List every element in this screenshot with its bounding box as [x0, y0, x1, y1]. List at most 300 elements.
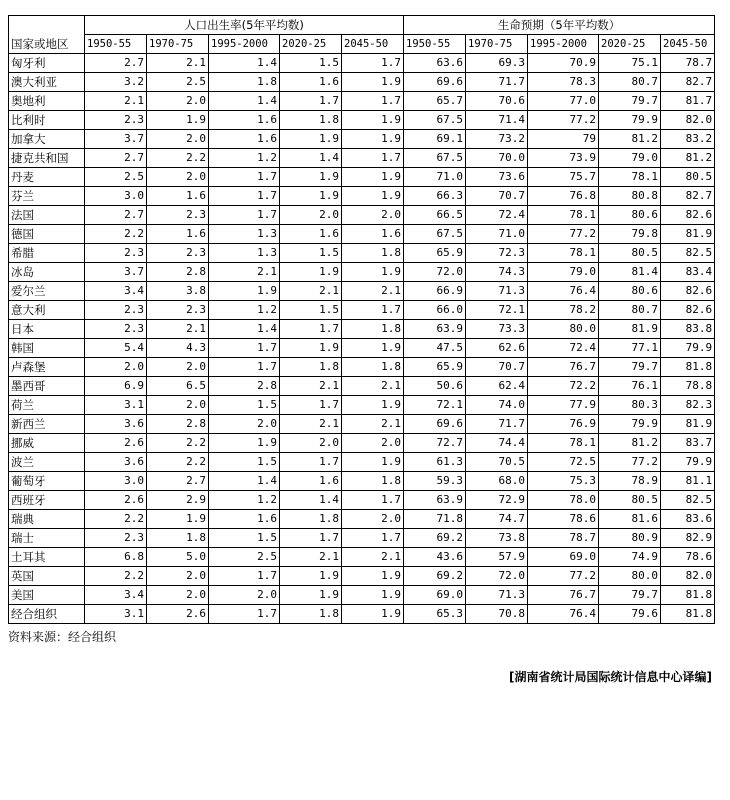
birth-rate-cell: 2.5	[147, 73, 209, 92]
country-name-cell: 韩国	[9, 339, 85, 358]
life-expectancy-cell: 71.7	[466, 73, 528, 92]
life-expectancy-cell: 79.7	[599, 92, 661, 111]
life-expectancy-cell: 79.0	[528, 263, 599, 282]
life-expectancy-cell: 72.0	[466, 567, 528, 586]
country-name-cell: 法国	[9, 206, 85, 225]
country-name-cell: 卢森堡	[9, 358, 85, 377]
life-expectancy-cell: 76.7	[528, 586, 599, 605]
country-name-cell: 澳大利亚	[9, 73, 85, 92]
life-expectancy-cell: 73.3	[466, 320, 528, 339]
life-expectancy-cell: 69.6	[404, 73, 466, 92]
table-row	[9, 434, 715, 453]
credit-note: [湖南省统计局国际统计信息中心译编]	[509, 670, 712, 684]
life-expectancy-cell: 75.7	[528, 168, 599, 187]
birth-rate-cell: 1.7	[280, 453, 342, 472]
birth-rate-cell: 2.0	[342, 510, 404, 529]
life-expectancy-cell: 59.3	[404, 472, 466, 491]
birth-rate-cell: 2.3	[85, 111, 147, 130]
table-row	[9, 320, 715, 339]
table-row	[9, 263, 715, 282]
life-expectancy-cell: 65.3	[404, 605, 466, 624]
life-expectancy-cell: 74.4	[466, 434, 528, 453]
year-header: 1950-55	[85, 35, 147, 54]
country-name-cell: 墨西哥	[9, 377, 85, 396]
birth-rate-cell: 2.0	[147, 168, 209, 187]
life-expectancy-cell: 72.9	[466, 491, 528, 510]
life-expectancy-cell: 71.3	[466, 282, 528, 301]
birth-rate-cell: 1.8	[342, 320, 404, 339]
birth-rate-cell: 1.6	[209, 111, 280, 130]
birth-rate-cell: 1.5	[280, 301, 342, 320]
life-expectancy-cell: 73.2	[466, 130, 528, 149]
year-header: 1995-2000	[528, 35, 599, 54]
country-name-cell: 匈牙利	[9, 54, 85, 73]
country-name-cell: 葡萄牙	[9, 472, 85, 491]
birth-rate-cell: 2.0	[147, 358, 209, 377]
life-expectancy-cell: 79.7	[599, 358, 661, 377]
birth-rate-cell: 1.5	[280, 54, 342, 73]
birth-rate-cell: 1.9	[342, 73, 404, 92]
birth-rate-cell: 1.9	[342, 339, 404, 358]
birth-rate-group-header: 人口出生率(5年平均数)	[85, 16, 404, 35]
birth-rate-cell: 2.0	[280, 206, 342, 225]
birth-rate-cell: 2.8	[147, 263, 209, 282]
life-expectancy-cell: 62.6	[466, 339, 528, 358]
life-expectancy-cell: 72.5	[528, 453, 599, 472]
birth-rate-cell: 3.7	[85, 263, 147, 282]
birth-rate-cell: 1.7	[342, 301, 404, 320]
life-expectancy-cell: 83.6	[661, 510, 715, 529]
birth-rate-cell: 1.9	[342, 453, 404, 472]
birth-rate-cell: 1.7	[209, 187, 280, 206]
life-expectancy-cell: 70.7	[466, 358, 528, 377]
country-name-cell: 德国	[9, 225, 85, 244]
life-expectancy-cell: 70.6	[466, 92, 528, 111]
life-expectancy-cell: 82.9	[661, 529, 715, 548]
birth-rate-cell: 2.8	[209, 377, 280, 396]
life-expectancy-cell: 83.4	[661, 263, 715, 282]
birth-rate-cell: 2.7	[85, 54, 147, 73]
birth-rate-cell: 1.6	[280, 472, 342, 491]
country-name-cell: 捷克共和国	[9, 149, 85, 168]
life-expectancy-cell: 47.5	[404, 339, 466, 358]
birth-rate-cell: 1.7	[342, 529, 404, 548]
life-expectancy-cell: 77.2	[528, 567, 599, 586]
life-expectancy-cell: 78.3	[528, 73, 599, 92]
life-expectancy-cell: 69.2	[404, 567, 466, 586]
country-name-cell: 瑞士	[9, 529, 85, 548]
country-name-cell: 挪威	[9, 434, 85, 453]
life-expectancy-cell: 74.7	[466, 510, 528, 529]
birth-rate-cell: 1.6	[147, 187, 209, 206]
birth-rate-cell: 1.4	[209, 320, 280, 339]
life-expectancy-cell: 82.6	[661, 282, 715, 301]
table-body	[9, 54, 715, 624]
table-row	[9, 92, 715, 111]
birth-rate-cell: 2.3	[85, 320, 147, 339]
life-expectancy-cell: 77.2	[528, 225, 599, 244]
birth-rate-cell: 2.2	[147, 149, 209, 168]
life-expectancy-cell: 72.3	[466, 244, 528, 263]
life-expectancy-cell: 81.6	[599, 510, 661, 529]
birth-rate-cell: 2.0	[147, 396, 209, 415]
birth-rate-cell: 2.6	[85, 491, 147, 510]
statistics-table	[8, 15, 715, 624]
birth-rate-cell: 2.1	[280, 415, 342, 434]
year-header: 2045-50	[342, 35, 404, 54]
birth-rate-cell: 1.7	[342, 92, 404, 111]
life-expectancy-cell: 65.9	[404, 244, 466, 263]
birth-rate-cell: 2.9	[147, 491, 209, 510]
table-row	[9, 206, 715, 225]
life-expectancy-cell: 78.2	[528, 301, 599, 320]
life-expectancy-cell: 77.2	[528, 111, 599, 130]
life-expectancy-cell: 81.2	[661, 149, 715, 168]
birth-rate-cell: 1.9	[209, 282, 280, 301]
life-expectancy-cell: 71.7	[466, 415, 528, 434]
life-expectancy-cell: 63.9	[404, 491, 466, 510]
year-header: 1970-75	[466, 35, 528, 54]
life-expectancy-cell: 81.7	[661, 92, 715, 111]
table-row	[9, 111, 715, 130]
life-expectancy-cell: 63.9	[404, 320, 466, 339]
life-expectancy-cell: 82.7	[661, 73, 715, 92]
life-expectancy-cell: 70.0	[466, 149, 528, 168]
birth-rate-cell: 1.7	[209, 206, 280, 225]
table-row	[9, 358, 715, 377]
life-expectancy-cell: 78.0	[528, 491, 599, 510]
country-name-cell: 希腊	[9, 244, 85, 263]
table-row	[9, 396, 715, 415]
birth-rate-cell: 6.8	[85, 548, 147, 567]
birth-rate-cell: 1.9	[342, 130, 404, 149]
birth-rate-cell: 2.1	[280, 377, 342, 396]
life-expectancy-cell: 68.0	[466, 472, 528, 491]
birth-rate-cell: 3.6	[85, 415, 147, 434]
birth-rate-cell: 1.8	[342, 244, 404, 263]
birth-rate-cell: 1.6	[147, 225, 209, 244]
life-expectancy-cell: 77.1	[599, 339, 661, 358]
birth-rate-cell: 1.8	[280, 510, 342, 529]
table-row	[9, 282, 715, 301]
life-expectancy-cell: 73.8	[466, 529, 528, 548]
table-row	[9, 453, 715, 472]
birth-rate-cell: 2.1	[342, 377, 404, 396]
birth-rate-cell: 1.6	[209, 130, 280, 149]
birth-rate-cell: 2.2	[85, 567, 147, 586]
birth-rate-cell: 1.9	[280, 567, 342, 586]
birth-rate-cell: 1.5	[209, 396, 280, 415]
life-expectancy-cell: 70.8	[466, 605, 528, 624]
birth-rate-cell: 2.3	[147, 301, 209, 320]
birth-rate-cell: 1.9	[342, 111, 404, 130]
life-expectancy-cell: 81.9	[599, 320, 661, 339]
life-expectancy-cell: 78.1	[599, 168, 661, 187]
life-expectancy-cell: 79.7	[599, 586, 661, 605]
life-expectancy-cell: 79.9	[599, 111, 661, 130]
life-expectancy-cell: 77.0	[528, 92, 599, 111]
life-expectancy-cell: 76.8	[528, 187, 599, 206]
life-expectancy-cell: 81.8	[661, 605, 715, 624]
life-expectancy-cell: 50.6	[404, 377, 466, 396]
life-expectancy-cell: 62.4	[466, 377, 528, 396]
birth-rate-cell: 1.5	[209, 529, 280, 548]
life-expectancy-cell: 78.1	[528, 244, 599, 263]
birth-rate-cell: 2.1	[147, 320, 209, 339]
country-name-cell: 意大利	[9, 301, 85, 320]
life-expectancy-cell: 81.9	[661, 225, 715, 244]
life-expectancy-cell: 70.5	[466, 453, 528, 472]
birth-rate-cell: 1.9	[342, 605, 404, 624]
birth-rate-cell: 2.2	[147, 453, 209, 472]
life-expectancy-cell: 66.3	[404, 187, 466, 206]
table-row	[9, 149, 715, 168]
birth-rate-cell: 1.6	[342, 225, 404, 244]
birth-rate-cell: 1.8	[209, 73, 280, 92]
life-expectancy-cell: 71.0	[466, 225, 528, 244]
birth-rate-cell: 1.4	[280, 149, 342, 168]
life-expectancy-cell: 82.0	[661, 111, 715, 130]
birth-rate-cell: 3.2	[85, 73, 147, 92]
life-expectancy-cell: 72.7	[404, 434, 466, 453]
birth-rate-cell: 3.0	[85, 187, 147, 206]
year-header: 1950-55	[404, 35, 466, 54]
life-expectancy-cell: 81.8	[661, 586, 715, 605]
country-name-cell: 日本	[9, 320, 85, 339]
birth-rate-cell: 2.3	[147, 244, 209, 263]
table-row	[9, 377, 715, 396]
year-header: 1970-75	[147, 35, 209, 54]
birth-rate-cell: 1.7	[280, 92, 342, 111]
life-expectancy-cell: 76.7	[528, 358, 599, 377]
life-expectancy-cell: 57.9	[466, 548, 528, 567]
birth-rate-cell: 2.1	[85, 92, 147, 111]
birth-rate-cell: 4.3	[147, 339, 209, 358]
life-expectancy-cell: 79	[528, 130, 599, 149]
life-expectancy-cell: 77.2	[599, 453, 661, 472]
birth-rate-cell: 5.4	[85, 339, 147, 358]
life-expectancy-cell: 80.7	[599, 73, 661, 92]
life-expectancy-cell: 69.0	[528, 548, 599, 567]
life-expectancy-cell: 76.4	[528, 605, 599, 624]
birth-rate-cell: 1.7	[342, 149, 404, 168]
birth-rate-cell: 1.7	[342, 491, 404, 510]
birth-rate-cell: 2.7	[85, 206, 147, 225]
life-expectancy-cell: 82.0	[661, 567, 715, 586]
life-expectancy-cell: 83.7	[661, 434, 715, 453]
birth-rate-cell: 1.8	[147, 529, 209, 548]
life-expectancy-cell: 74.0	[466, 396, 528, 415]
birth-rate-cell: 3.6	[85, 453, 147, 472]
country-name-cell: 美国	[9, 586, 85, 605]
birth-rate-cell: 1.9	[342, 567, 404, 586]
life-expectancy-cell: 79.8	[599, 225, 661, 244]
life-expectancy-cell: 80.6	[599, 282, 661, 301]
birth-rate-cell: 1.7	[280, 529, 342, 548]
country-column-header: 国家或地区	[9, 35, 85, 54]
birth-rate-cell: 6.9	[85, 377, 147, 396]
life-expectancy-cell: 76.4	[528, 282, 599, 301]
life-expectancy-cell: 82.6	[661, 301, 715, 320]
life-expectancy-cell: 71.3	[466, 586, 528, 605]
birth-rate-cell: 3.4	[85, 586, 147, 605]
birth-rate-cell: 2.0	[280, 434, 342, 453]
life-expectancy-cell: 78.9	[599, 472, 661, 491]
life-expectancy-group-header: 生命预期（5年平均数）	[404, 16, 715, 35]
birth-rate-cell: 3.7	[85, 130, 147, 149]
table-row	[9, 187, 715, 206]
life-expectancy-cell: 61.3	[404, 453, 466, 472]
country-name-cell: 加拿大	[9, 130, 85, 149]
birth-rate-cell: 1.9	[209, 434, 280, 453]
life-expectancy-cell: 69.0	[404, 586, 466, 605]
table-row	[9, 73, 715, 92]
life-expectancy-cell: 72.4	[528, 339, 599, 358]
birth-rate-cell: 1.4	[209, 92, 280, 111]
country-name-cell: 瑞典	[9, 510, 85, 529]
life-expectancy-cell: 71.0	[404, 168, 466, 187]
birth-rate-cell: 1.9	[342, 263, 404, 282]
birth-rate-cell: 2.0	[147, 567, 209, 586]
life-expectancy-cell: 66.9	[404, 282, 466, 301]
life-expectancy-cell: 75.3	[528, 472, 599, 491]
birth-rate-cell: 1.7	[209, 605, 280, 624]
life-expectancy-cell: 81.2	[599, 130, 661, 149]
life-expectancy-cell: 79.0	[599, 149, 661, 168]
birth-rate-cell: 1.3	[209, 225, 280, 244]
life-expectancy-cell: 80.5	[661, 168, 715, 187]
birth-rate-cell: 1.9	[280, 339, 342, 358]
table-row	[9, 415, 715, 434]
life-expectancy-cell: 77.9	[528, 396, 599, 415]
table-row	[9, 510, 715, 529]
life-expectancy-cell: 72.4	[466, 206, 528, 225]
birth-rate-cell: 1.6	[209, 510, 280, 529]
birth-rate-cell: 2.0	[147, 130, 209, 149]
birth-rate-cell: 6.5	[147, 377, 209, 396]
life-expectancy-cell: 69.2	[404, 529, 466, 548]
birth-rate-cell: 2.0	[342, 434, 404, 453]
table-row	[9, 605, 715, 624]
birth-rate-cell: 1.4	[209, 472, 280, 491]
year-header: 2020-25	[599, 35, 661, 54]
life-expectancy-cell: 82.3	[661, 396, 715, 415]
life-expectancy-cell: 63.6	[404, 54, 466, 73]
birth-rate-cell: 1.7	[342, 54, 404, 73]
table-row	[9, 54, 715, 73]
birth-rate-cell: 1.9	[342, 396, 404, 415]
table-row	[9, 301, 715, 320]
life-expectancy-cell: 78.6	[661, 548, 715, 567]
life-expectancy-cell: 75.1	[599, 54, 661, 73]
life-expectancy-cell: 82.7	[661, 187, 715, 206]
life-expectancy-cell: 80.3	[599, 396, 661, 415]
birth-rate-cell: 1.7	[209, 339, 280, 358]
birth-rate-cell: 1.9	[280, 187, 342, 206]
birth-rate-cell: 3.1	[85, 605, 147, 624]
life-expectancy-cell: 79.9	[599, 415, 661, 434]
life-expectancy-cell: 78.7	[528, 529, 599, 548]
life-expectancy-cell: 78.1	[528, 206, 599, 225]
corner-cell	[9, 16, 85, 35]
birth-rate-cell: 1.7	[209, 168, 280, 187]
birth-rate-cell: 2.0	[85, 358, 147, 377]
birth-rate-cell: 1.9	[280, 130, 342, 149]
life-expectancy-cell: 80.7	[599, 301, 661, 320]
birth-rate-cell: 1.9	[147, 510, 209, 529]
life-expectancy-cell: 80.9	[599, 529, 661, 548]
birth-rate-cell: 1.7	[209, 567, 280, 586]
country-name-cell: 比利时	[9, 111, 85, 130]
life-expectancy-cell: 72.0	[404, 263, 466, 282]
birth-rate-cell: 5.0	[147, 548, 209, 567]
country-name-cell: 芬兰	[9, 187, 85, 206]
birth-rate-cell: 1.8	[280, 111, 342, 130]
country-name-cell: 波兰	[9, 453, 85, 472]
life-expectancy-cell: 81.4	[599, 263, 661, 282]
birth-rate-cell: 2.3	[85, 301, 147, 320]
birth-rate-cell: 1.9	[342, 168, 404, 187]
life-expectancy-cell: 78.8	[661, 377, 715, 396]
birth-rate-cell: 2.1	[147, 54, 209, 73]
life-expectancy-cell: 69.6	[404, 415, 466, 434]
birth-rate-cell: 2.3	[85, 244, 147, 263]
life-expectancy-cell: 78.6	[528, 510, 599, 529]
birth-rate-cell: 2.3	[147, 206, 209, 225]
birth-rate-cell: 1.2	[209, 149, 280, 168]
birth-rate-cell: 2.0	[342, 206, 404, 225]
life-expectancy-cell: 79.9	[661, 453, 715, 472]
life-expectancy-cell: 74.3	[466, 263, 528, 282]
birth-rate-cell: 2.1	[342, 415, 404, 434]
birth-rate-cell: 1.3	[209, 244, 280, 263]
birth-rate-cell: 2.5	[209, 548, 280, 567]
life-expectancy-cell: 73.6	[466, 168, 528, 187]
country-name-cell: 丹麦	[9, 168, 85, 187]
life-expectancy-cell: 80.5	[599, 244, 661, 263]
birth-rate-cell: 1.4	[209, 54, 280, 73]
life-expectancy-cell: 81.8	[661, 358, 715, 377]
life-expectancy-cell: 70.9	[528, 54, 599, 73]
table-row	[9, 548, 715, 567]
birth-rate-cell: 2.0	[209, 586, 280, 605]
year-header: 2045-50	[661, 35, 715, 54]
birth-rate-cell: 2.2	[85, 225, 147, 244]
birth-rate-cell: 2.6	[85, 434, 147, 453]
life-expectancy-cell: 80.6	[599, 206, 661, 225]
year-header: 2020-25	[280, 35, 342, 54]
life-expectancy-cell: 67.5	[404, 111, 466, 130]
birth-rate-cell: 1.8	[342, 472, 404, 491]
life-expectancy-cell: 82.6	[661, 206, 715, 225]
birth-rate-cell: 2.6	[147, 605, 209, 624]
birth-rate-cell: 1.7	[280, 320, 342, 339]
life-expectancy-cell: 72.1	[404, 396, 466, 415]
birth-rate-cell: 2.2	[85, 510, 147, 529]
birth-rate-cell: 2.1	[342, 282, 404, 301]
life-expectancy-cell: 79.9	[661, 339, 715, 358]
birth-rate-cell: 3.4	[85, 282, 147, 301]
birth-rate-cell: 2.0	[209, 415, 280, 434]
birth-rate-cell: 3.1	[85, 396, 147, 415]
birth-rate-cell: 1.2	[209, 491, 280, 510]
life-expectancy-cell: 66.0	[404, 301, 466, 320]
life-expectancy-cell: 78.7	[661, 54, 715, 73]
country-name-cell: 新西兰	[9, 415, 85, 434]
country-name-cell: 经合组织	[9, 605, 85, 624]
birth-rate-cell: 2.1	[342, 548, 404, 567]
life-expectancy-cell: 80.8	[599, 187, 661, 206]
